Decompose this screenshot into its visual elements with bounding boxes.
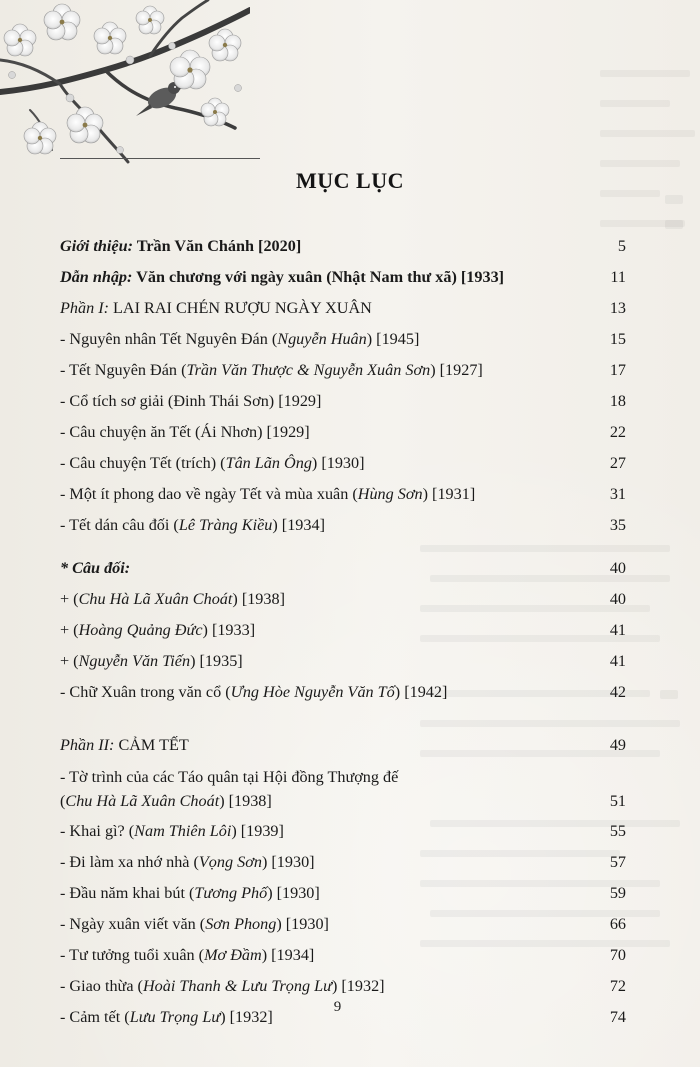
toc-entry-label: Giới thiệu: (60, 237, 133, 255)
toc-entry-author: Nam Thiên Lôi (134, 822, 232, 840)
toc-row (60, 386, 626, 417)
toc-entry-author: Ưng Hòe Nguyễn Văn Tố (230, 683, 395, 701)
toc-row (60, 646, 626, 677)
toc-section-title: LAI RAI CHÉN RƯỢU NGÀY XUÂN (109, 299, 372, 317)
toc-page-number: 55 (609, 822, 626, 840)
toc-row (60, 355, 626, 386)
toc-page-number: 35 (609, 516, 626, 534)
toc-entry-year: ) [1934] (261, 946, 315, 964)
toc-section-label: Phần II: (60, 736, 115, 754)
toc-entry-year: ) [1930] (267, 884, 320, 902)
toc-entry-title: - Câu chuyện Tết (trích) ( (60, 454, 226, 472)
toc-page-number: 42 (609, 683, 626, 701)
toc-page-number: 72 (609, 977, 626, 995)
toc-entry-author: Hoài Thanh & Lưu Trọng Lư (142, 977, 332, 995)
toc-page-number: 66 (609, 915, 626, 933)
toc-entry-author: Chu Hà Lã Xuân Choát (78, 590, 233, 608)
toc-row (60, 677, 626, 708)
blossom-branch-illustration (0, 0, 250, 175)
toc-entry-title: - Tờ trình của các Táo quân tại Hội đồng Thượng đế (60, 768, 399, 786)
toc-page-number: 40 (609, 590, 626, 608)
toc-entry-author: Tương Phố (194, 884, 268, 902)
toc-entry-author: Tân Lãn Ông (225, 454, 312, 472)
toc-entry-title: - Chữ Xuân trong văn cổ ( (60, 683, 231, 701)
toc-entry-label: Dẫn nhập: (60, 268, 133, 286)
toc-entry-author: Lưu Trọng Lư (129, 1008, 221, 1026)
toc-row (60, 479, 626, 510)
toc-entry-year: ) [1931] (422, 485, 476, 503)
toc-entry-title: + ( (60, 621, 79, 639)
toc-page-number: 51 (609, 792, 626, 810)
toc-entry-author: Mơ Đầm (204, 946, 262, 964)
toc-row (60, 324, 626, 355)
toc-row (60, 615, 626, 646)
toc-entry-year: ) [1930] (261, 853, 315, 871)
toc-entry-author: Chu Hà Lã Xuân Choát (65, 792, 220, 810)
toc-page-number: 13 (609, 299, 626, 317)
toc-entry-title: - Ngày xuân viết văn ( (60, 915, 206, 933)
toc-page-number: 11 (610, 268, 626, 286)
toc-row (60, 878, 626, 909)
toc-section-title: CẢM TẾT (114, 736, 189, 754)
toc-entry-year: ) [1935] (190, 652, 243, 670)
toc-entry-title: - Câu chuyện ăn Tết (Ái Nhơn) [1929] (60, 423, 310, 441)
toc-page-number: 49 (609, 736, 626, 754)
toc-row (60, 584, 626, 615)
toc-page-number: 41 (609, 621, 626, 639)
page-title: MỤC LỤC (296, 168, 404, 193)
toc-page-number: 70 (609, 946, 626, 964)
toc-entry-year: ) [1930] (311, 454, 365, 472)
toc-page-number: 59 (609, 884, 626, 902)
title-rule (60, 158, 260, 159)
toc-entry-title: - Nguyên nhân Tết Nguyên Đán ( (60, 330, 278, 348)
toc-row (60, 971, 626, 1002)
toc-entry-year: ) [1932] (331, 977, 385, 995)
toc-entry-author: Hoàng Quảng Đức (78, 621, 203, 639)
toc-row (60, 448, 626, 479)
toc-entry-year: ) [1930] (276, 915, 329, 933)
toc-entry-year: ) [1942] (394, 683, 448, 701)
toc-row (60, 761, 626, 816)
toc-row (60, 262, 626, 293)
toc-page-number: 27 (609, 454, 626, 472)
page-number: 9 (333, 999, 342, 1015)
toc-section-row (60, 730, 626, 761)
toc-entry-author: Vọng Sơn (198, 853, 262, 871)
toc-page-number: 74 (609, 1008, 626, 1026)
toc-row (60, 231, 626, 262)
toc-page-number: 22 (609, 423, 626, 441)
toc-entry-title: - Đầu năm khai bút ( (60, 884, 195, 902)
toc-entry-title: - Cảm tết ( (60, 1008, 130, 1026)
toc-entry-title: - Tết dán câu đối ( (60, 516, 179, 534)
toc-entry-author: Lê Tràng Kiều (178, 516, 273, 534)
toc-entry-author: Nguyễn Văn Tiến (78, 652, 191, 670)
toc-page-number: 57 (609, 853, 626, 871)
toc-entry-year: ) [1938] (219, 792, 272, 810)
toc-entry-author: Hùng Sơn (357, 485, 423, 503)
toc-page-number: 17 (609, 361, 626, 379)
toc-entry-year: ) [1945] (366, 330, 420, 348)
toc-section-row (60, 293, 626, 324)
toc-entry-title: - Cổ tích sơ giải (Đinh Thái Sơn) [1929] (60, 392, 322, 410)
toc-entry-title: Trần Văn Chánh [2020] (133, 237, 302, 255)
toc-entry-title: + ( (60, 652, 79, 670)
toc-entry-year: ) [1927] (430, 361, 483, 379)
toc-page-number: 15 (609, 330, 626, 348)
toc-row (60, 940, 626, 971)
toc-page-number: 18 (609, 392, 626, 410)
toc-entry-title: - Khai gì? ( (60, 822, 135, 840)
toc-entry-year: ) [1939] (231, 822, 284, 840)
toc-entry-year: ) [1934] (272, 516, 325, 534)
toc-entry-line2 (60, 789, 586, 813)
toc-entry-paren: ( (60, 792, 66, 810)
toc-page-number: 40 (609, 559, 626, 577)
toc-entry-year: ) [1933] (202, 621, 256, 639)
toc-row (60, 510, 626, 541)
toc-row (60, 909, 626, 940)
toc-row (60, 816, 626, 847)
toc-page-number: 41 (609, 652, 626, 670)
toc-entry-title: - Tư tưởng tuổi xuân ( (60, 946, 205, 964)
toc-section-label: Phần I: (60, 299, 109, 317)
toc-entry-year: ) [1932] (220, 1008, 273, 1026)
toc-entry-author: Sơn Phong (205, 915, 277, 933)
toc-subsection-row (60, 553, 626, 584)
toc-page-number: 31 (609, 485, 626, 503)
toc-subsection-label: * Câu đối: (60, 559, 131, 577)
toc-row (60, 847, 626, 878)
toc-entry-title: + ( (60, 590, 79, 608)
toc-entry-title: - Đi làm xa nhớ nhà ( (60, 853, 199, 871)
toc-entry-author: Nguyễn Huân (277, 330, 367, 348)
toc-page-number: 5 (617, 237, 626, 255)
toc-entry-title: - Tết Nguyên Đán ( (60, 361, 187, 379)
toc-entry-title: Văn chương với ngày xuân (Nhật Nam thư xã) [1933] (132, 268, 505, 286)
toc-entry-title: - Giao thừa ( (60, 977, 143, 995)
table-of-contents (60, 231, 626, 1033)
toc-entry-author: Trần Văn Thược & Nguyễn Xuân Sơn (186, 361, 431, 379)
toc-entry-year: ) [1938] (232, 590, 285, 608)
toc-entry-title: - Một ít phong dao về ngày Tết và mùa xuân ( (60, 485, 358, 503)
toc-row (60, 417, 626, 448)
